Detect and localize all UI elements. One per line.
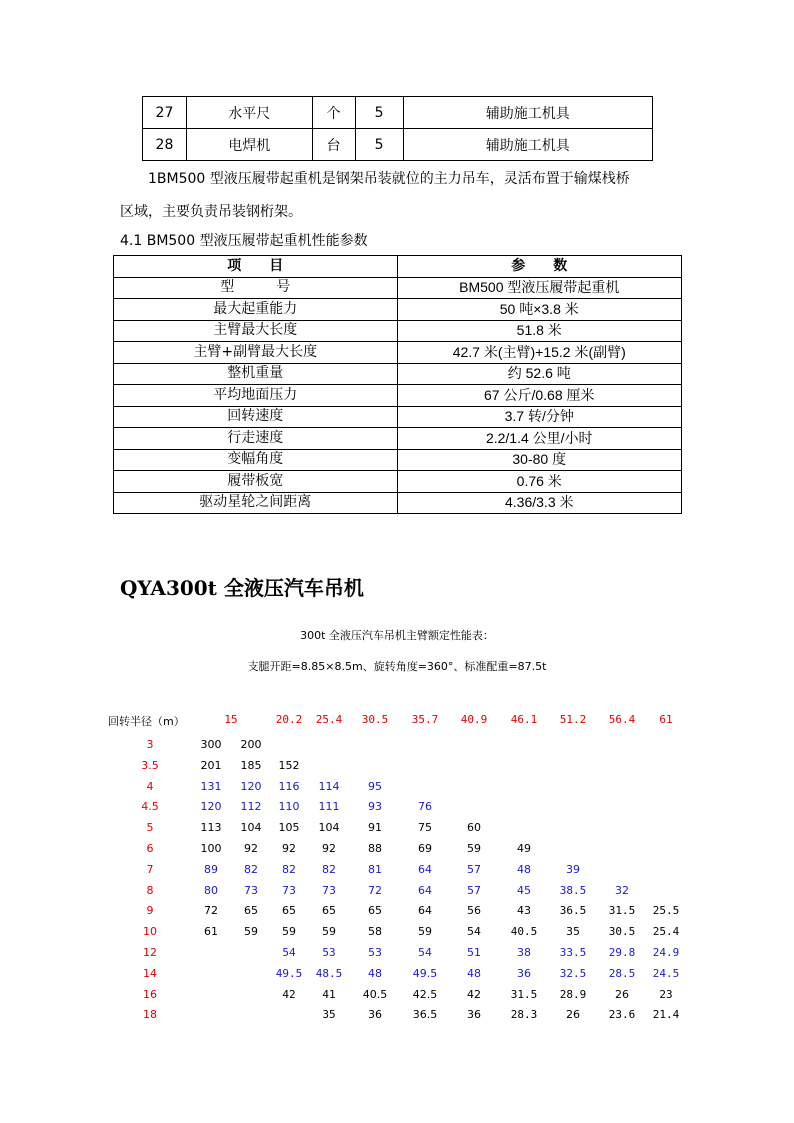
load-value: 64 — [418, 904, 432, 917]
load-value: 25.5 — [652, 904, 680, 917]
radius-value: 7 — [146, 863, 154, 876]
table-row — [114, 428, 682, 450]
table-row — [114, 471, 682, 493]
table-row — [114, 342, 682, 364]
radius-value: 5 — [146, 821, 154, 834]
table-row — [114, 363, 682, 385]
item-name: 电焊机 — [186, 129, 312, 161]
table-row — [114, 406, 682, 428]
load-value: 42.5 — [412, 988, 438, 1001]
load-value: 64 — [418, 884, 432, 897]
load-value: 73 — [322, 884, 336, 897]
load-value: 113 — [200, 821, 222, 834]
table-row — [143, 129, 653, 161]
load-value: 36 — [467, 1008, 481, 1021]
load-value: 23.6 — [608, 1008, 636, 1021]
load-value: 49 — [517, 842, 531, 855]
load-value: 73 — [244, 884, 258, 897]
load-value: 60 — [467, 821, 481, 834]
load-value: 53 — [322, 946, 336, 959]
spec-item: 整机重量 — [114, 363, 398, 385]
radius-value: 6 — [146, 842, 154, 855]
load-value: 92 — [244, 842, 258, 855]
load-value: 35 — [322, 1008, 336, 1021]
load-value: 36.5 — [559, 904, 587, 917]
load-value: 93 — [368, 800, 382, 813]
section-heading: 4.1 BM500 型液压履带起重机性能参数 — [120, 233, 368, 249]
load-value: 104 — [318, 821, 340, 834]
load-value: 65 — [282, 904, 296, 917]
load-value: 28.9 — [559, 988, 587, 1001]
item-number: 27 — [143, 97, 187, 129]
load-value: 114 — [318, 780, 340, 793]
table-row — [114, 385, 682, 407]
load-value: 120 — [200, 800, 222, 813]
item-purpose: 辅助施工机具 — [403, 97, 653, 129]
spec-item: 主臂+副臂最大长度 — [114, 342, 398, 364]
spec-item: 履带板宽 — [114, 471, 398, 493]
load-value: 56 — [467, 904, 481, 917]
radius-value: 10 — [143, 925, 157, 938]
load-value: 54 — [418, 946, 432, 959]
load-value: 36 — [517, 967, 531, 980]
load-value: 82 — [282, 863, 296, 876]
load-value: 48 — [517, 863, 531, 876]
spec-item: 变幅角度 — [114, 449, 398, 471]
item-unit: 个 — [312, 97, 355, 129]
load-value: 24.9 — [652, 946, 680, 959]
spec-item: 回转速度 — [114, 406, 398, 428]
load-value: 48.5 — [315, 967, 343, 980]
load-value: 91 — [368, 821, 382, 834]
radius-value: 8 — [146, 884, 154, 897]
load-value: 201 — [200, 759, 222, 772]
load-value: 48 — [368, 967, 382, 980]
load-value: 110 — [278, 800, 300, 813]
load-value: 28.5 — [608, 967, 636, 980]
load-value: 49.5 — [412, 967, 438, 980]
spec-item: 平均地面压力 — [114, 385, 398, 407]
load-value: 25.4 — [652, 925, 680, 938]
load-value: 59 — [282, 925, 296, 938]
load-value: 73 — [282, 884, 296, 897]
load-value: 40.5 — [362, 988, 388, 1001]
load-value: 42 — [467, 988, 481, 1001]
radius-value: 9 — [146, 904, 154, 917]
spec-item: 主臂最大长度 — [114, 320, 398, 342]
load-value: 72 — [368, 884, 382, 897]
load-value: 185 — [240, 759, 262, 772]
load-value: 82 — [244, 863, 258, 876]
load-value: 104 — [240, 821, 262, 834]
load-value: 49.5 — [275, 967, 303, 980]
load-value: 59 — [418, 925, 432, 938]
load-value: 36 — [368, 1008, 382, 1021]
load-value: 57 — [467, 863, 481, 876]
load-value: 58 — [368, 925, 382, 938]
boom-length-header: 35.7 — [411, 713, 439, 726]
load-value: 65 — [322, 904, 336, 917]
table-row — [143, 97, 653, 129]
load-value: 300 — [200, 738, 222, 751]
load-value: 33.5 — [559, 946, 587, 959]
load-value: 36.5 — [412, 1008, 438, 1021]
spec-value: 0.76 米 — [397, 471, 682, 493]
load-value: 32 — [615, 884, 629, 897]
radius-value: 12 — [143, 946, 157, 959]
load-value: 116 — [278, 780, 300, 793]
spec-value: 50 吨×3.8 米 — [397, 299, 682, 321]
load-value: 57 — [467, 884, 481, 897]
load-value: 24.5 — [652, 967, 680, 980]
item-unit: 台 — [312, 129, 355, 161]
load-value: 48 — [467, 967, 481, 980]
load-value: 131 — [200, 780, 222, 793]
radius-value: 3 — [146, 738, 154, 751]
load-value: 111 — [318, 800, 340, 813]
boom-length-header: 25.4 — [315, 713, 343, 726]
load-value: 112 — [240, 800, 262, 813]
spec-value: 30-80 度 — [397, 449, 682, 471]
load-value: 23 — [659, 988, 673, 1001]
spec-value: 4.36/3.3 米 — [397, 492, 682, 514]
table-row — [114, 299, 682, 321]
load-value: 39 — [566, 863, 580, 876]
table-row — [114, 320, 682, 342]
radius-value: 14 — [143, 967, 157, 980]
radius-value: 4 — [146, 780, 154, 793]
load-value: 43 — [517, 904, 531, 917]
item-name: 水平尺 — [186, 97, 312, 129]
load-value: 29.8 — [608, 946, 636, 959]
load-value: 30.5 — [608, 925, 636, 938]
load-value: 95 — [368, 780, 382, 793]
load-value: 100 — [200, 842, 222, 855]
load-value: 31.5 — [510, 988, 538, 1001]
load-value: 81 — [368, 863, 382, 876]
boom-length-header: 51.2 — [559, 713, 587, 726]
spec-item: 驱动星轮之间距离 — [114, 492, 398, 514]
load-value: 38.5 — [559, 884, 587, 897]
load-value: 76 — [418, 800, 432, 813]
load-value: 120 — [240, 780, 262, 793]
load-value: 26 — [615, 988, 629, 1001]
load-value: 59 — [322, 925, 336, 938]
load-value: 28.3 — [510, 1008, 538, 1021]
load-value: 32.5 — [559, 967, 587, 980]
load-value: 41 — [322, 988, 336, 1001]
load-value: 64 — [418, 863, 432, 876]
boom-length-header: 20.2 — [275, 713, 303, 726]
load-value: 53 — [368, 946, 382, 959]
load-value: 65 — [244, 904, 258, 917]
spec-item: 行走速度 — [114, 428, 398, 450]
radius-label: 回转半径（m） — [108, 715, 185, 728]
load-value: 38 — [517, 946, 531, 959]
load-value: 61 — [204, 925, 218, 938]
equipment-table — [142, 96, 653, 161]
load-value: 82 — [322, 863, 336, 876]
table-header-row — [114, 256, 682, 278]
load-value: 69 — [418, 842, 432, 855]
spec-item: 最大起重能力 — [114, 299, 398, 321]
spec-value: 约 52.6 吨 — [397, 363, 682, 385]
radius-value: 16 — [143, 988, 157, 1001]
load-value: 72 — [204, 904, 218, 917]
paragraph-line: 1BM500 型液压履带起重机是钢架吊装就位的主力吊车，灵活布置于输煤栈桥 — [148, 171, 630, 187]
load-value: 105 — [278, 821, 300, 834]
boom-length-header: 15 — [224, 713, 238, 726]
item-quantity: 5 — [355, 97, 403, 129]
load-value: 54 — [467, 925, 481, 938]
boom-length-header: 46.1 — [510, 713, 538, 726]
load-value: 40.5 — [510, 925, 538, 938]
crane-title: QYA300t 全液压汽车吊机 — [120, 576, 364, 600]
spec-value: 2.2/1.4 公里/小时 — [397, 428, 682, 450]
spec-value: 42.7 米(主臂)+15.2 米(副臂) — [397, 342, 682, 364]
load-value: 89 — [204, 863, 218, 876]
load-value: 65 — [368, 904, 382, 917]
item-number: 28 — [143, 129, 187, 161]
boom-length-header: 61 — [659, 713, 673, 726]
spec-value: 3.7 转/分钟 — [397, 406, 682, 428]
table-row — [114, 492, 682, 514]
item-purpose: 辅助施工机具 — [403, 129, 653, 161]
table-row — [114, 277, 682, 299]
load-value: 45 — [517, 884, 531, 897]
load-value: 51 — [467, 946, 481, 959]
paragraph-line: 区域，主要负责吊装钢桁架。 — [120, 204, 302, 220]
boom-length-header: 40.9 — [460, 713, 488, 726]
table-row — [114, 449, 682, 471]
spec-item: 型 号 — [114, 277, 398, 299]
load-value: 26 — [566, 1008, 580, 1021]
load-value: 59 — [244, 925, 258, 938]
load-value: 200 — [240, 738, 262, 751]
column-header: 项 目 — [114, 256, 398, 278]
boom-length-header: 30.5 — [361, 713, 389, 726]
load-value: 31.5 — [608, 904, 636, 917]
load-value: 80 — [204, 884, 218, 897]
item-quantity: 5 — [355, 129, 403, 161]
load-value: 92 — [322, 842, 336, 855]
radius-value: 3.5 — [141, 759, 159, 772]
load-value: 152 — [278, 759, 300, 772]
load-value: 88 — [368, 842, 382, 855]
load-chart-subtitle: 支腿开距=8.85×8.5m、旋转角度=360°、标准配重=87.5t — [247, 660, 547, 673]
radius-value: 18 — [143, 1008, 157, 1021]
load-chart-title: 300t 全液压汽车吊机主臂额定性能表： — [300, 629, 494, 642]
load-value: 59 — [467, 842, 481, 855]
boom-length-header: 56.4 — [608, 713, 636, 726]
load-value: 54 — [282, 946, 296, 959]
load-value: 21.4 — [652, 1008, 680, 1021]
load-value: 35 — [566, 925, 580, 938]
load-value: 75 — [418, 821, 432, 834]
load-value: 42 — [282, 988, 296, 1001]
spec-value: 51.8 米 — [397, 320, 682, 342]
column-header: 参 数 — [397, 256, 682, 278]
spec-value: 67 公斤/0.68 厘米 — [397, 385, 682, 407]
radius-value: 4.5 — [141, 800, 159, 813]
load-value: 92 — [282, 842, 296, 855]
spec-value: BM500 型液压履带起重机 — [397, 277, 682, 299]
spec-table — [113, 255, 682, 514]
